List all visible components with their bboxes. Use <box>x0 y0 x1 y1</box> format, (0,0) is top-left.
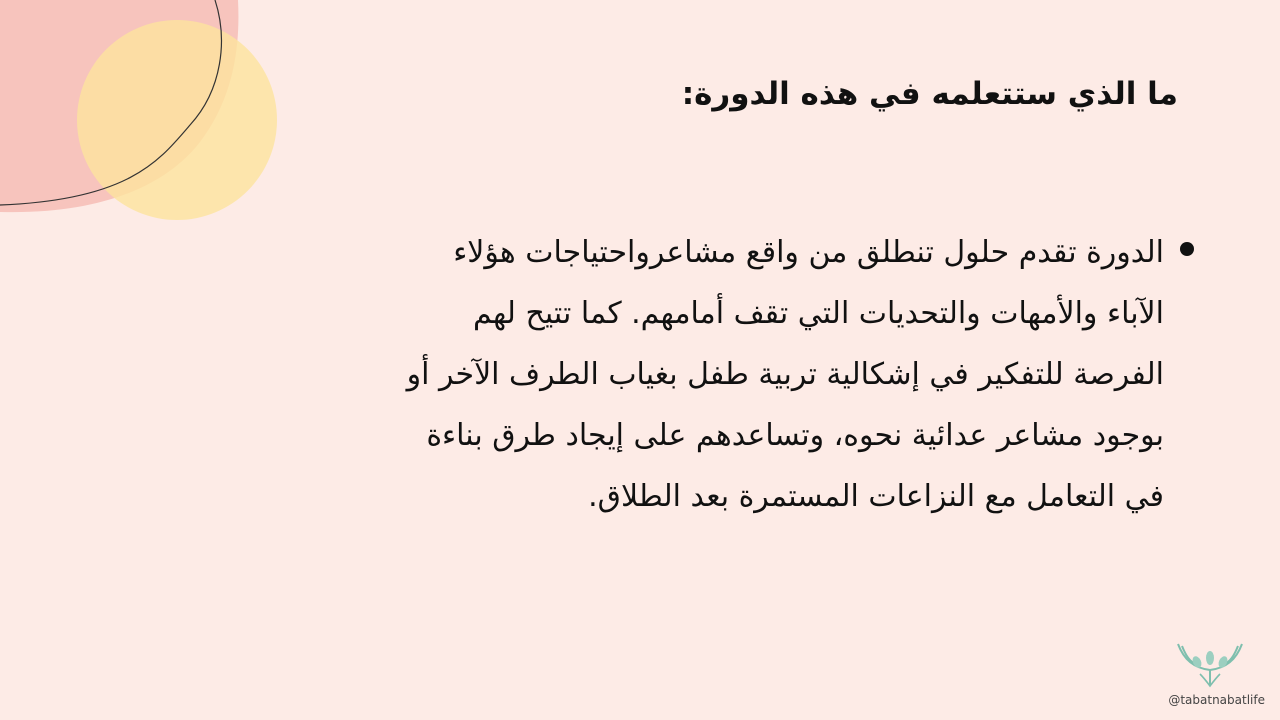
bullet-text: الدورة تقدم حلول تنطلق من واقع مشاعرواحتياجات هؤلاء الآباء والأمهات والتحديات التي تقف أمامهم. كما تتيح لهم الفرصة للتفكير في إشكالية تربية طفل بغياب الطرف الآخر أو بوجود مشاعر عدائية نحوه، وتساعدهم على إيجاد طرق بناءة في التعامل مع النزاعات المستمرة بعد الطلاق. <box>406 235 1164 514</box>
social-handle: @tabatnabatlife <box>1168 693 1265 707</box>
slide-title: ما الذي ستتعلمه في هذه الدورة: <box>681 76 1178 112</box>
bullet-dot-icon <box>1180 242 1194 256</box>
bullet-list <box>394 222 1194 527</box>
decorative-blobs-icon <box>0 0 300 240</box>
sprout-logo-icon <box>1172 640 1248 690</box>
bullet-item <box>394 222 1194 527</box>
